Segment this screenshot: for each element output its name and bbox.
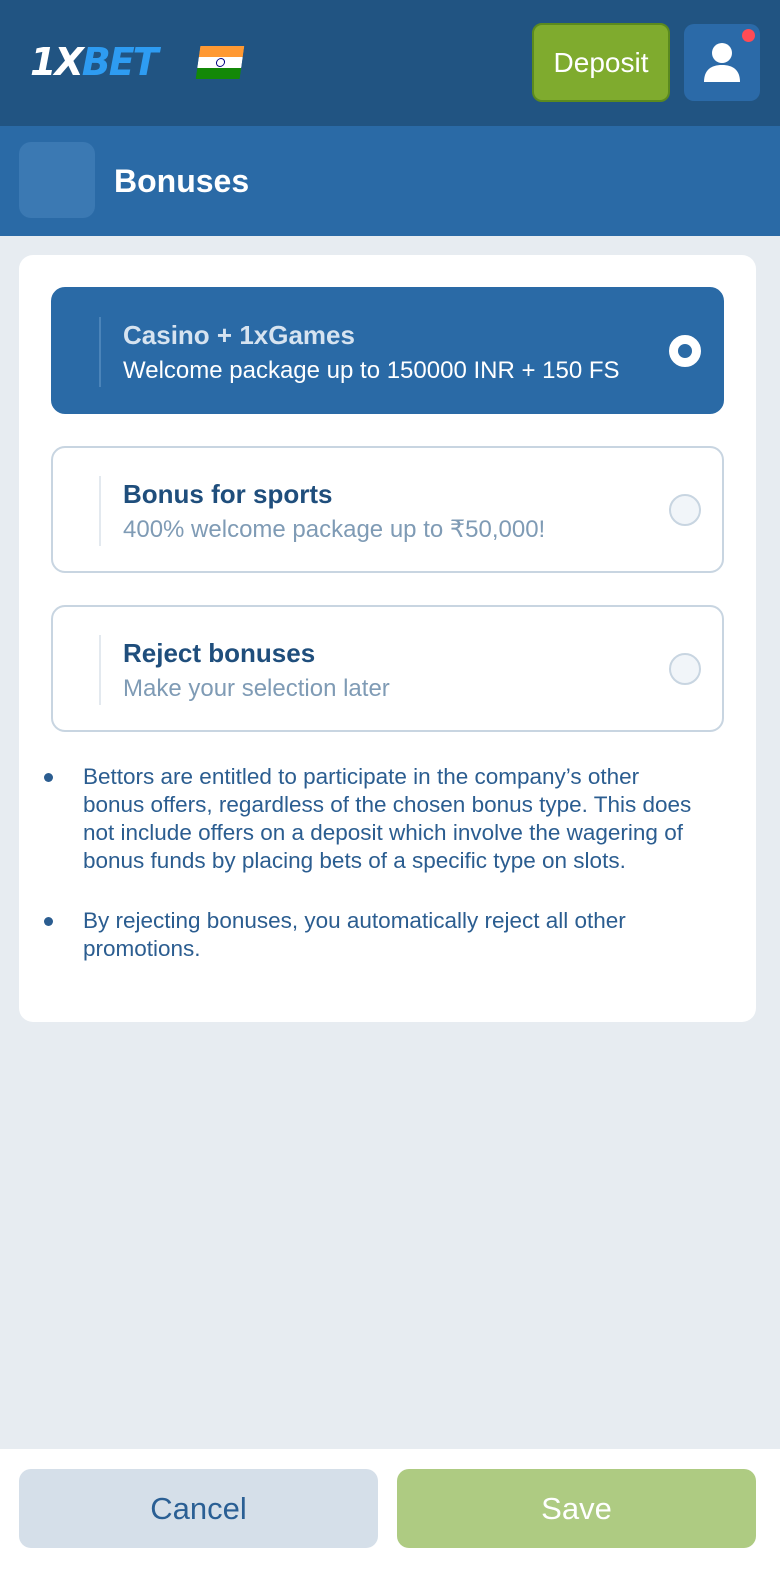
option-divider xyxy=(99,635,101,705)
option-title: Reject bonuses xyxy=(123,638,316,668)
bullet-icon xyxy=(44,773,53,782)
radio-button[interactable] xyxy=(669,653,701,685)
option-divider xyxy=(99,476,101,546)
footer-actions xyxy=(0,1449,780,1580)
radio-button[interactable] xyxy=(669,494,701,526)
bonus-option-casino[interactable] xyxy=(51,287,724,414)
save-button[interactable]: Save xyxy=(397,1469,756,1548)
india-flag-icon xyxy=(196,46,245,79)
notification-dot xyxy=(742,29,755,42)
bonus-notes-list xyxy=(44,763,704,995)
note-text: By rejecting bonuses, you automatically reject all other promotions. xyxy=(83,908,626,961)
note-item xyxy=(44,907,704,963)
brand-logo[interactable] xyxy=(30,40,157,84)
bonus-option-sports[interactable] xyxy=(51,446,724,573)
top-bar xyxy=(0,0,780,126)
flag-band-saffron xyxy=(199,46,245,57)
option-title: Bonus for sports xyxy=(123,479,333,509)
logo-text-bet: BET xyxy=(81,40,157,84)
bonus-option-reject[interactable] xyxy=(51,605,724,732)
deposit-button[interactable]: Deposit xyxy=(532,23,670,102)
note-text: Bettors are entitled to participate in the company’s other bonus offers, regardless of the chosen bonus type. This does not include offers on a deposit which involve the wagering of bonus funds by placing bets of a specific type on slots. xyxy=(83,764,692,873)
option-title: Casino + 1xGames xyxy=(123,320,355,350)
flag-band-white xyxy=(197,57,243,68)
logo-text xyxy=(30,40,157,84)
option-divider xyxy=(99,317,101,387)
page-header xyxy=(0,126,780,236)
option-subtitle: Make your selection later xyxy=(123,675,390,702)
cancel-button[interactable]: Cancel xyxy=(19,1469,378,1548)
option-subtitle: Welcome package up to 150000 INR + 150 FS xyxy=(123,357,620,384)
logo-text-1x: 1X xyxy=(30,40,82,84)
flag-band-green xyxy=(196,68,242,79)
flag-chakra xyxy=(215,58,225,67)
option-subtitle: 400% welcome package up to ₹50,000! xyxy=(123,516,546,543)
page-title: Bonuses xyxy=(114,163,250,199)
user-icon xyxy=(703,42,741,82)
radio-button-selected[interactable] xyxy=(669,335,701,367)
bullet-icon xyxy=(44,917,53,926)
back-button[interactable] xyxy=(19,142,95,218)
note-item xyxy=(44,763,704,875)
